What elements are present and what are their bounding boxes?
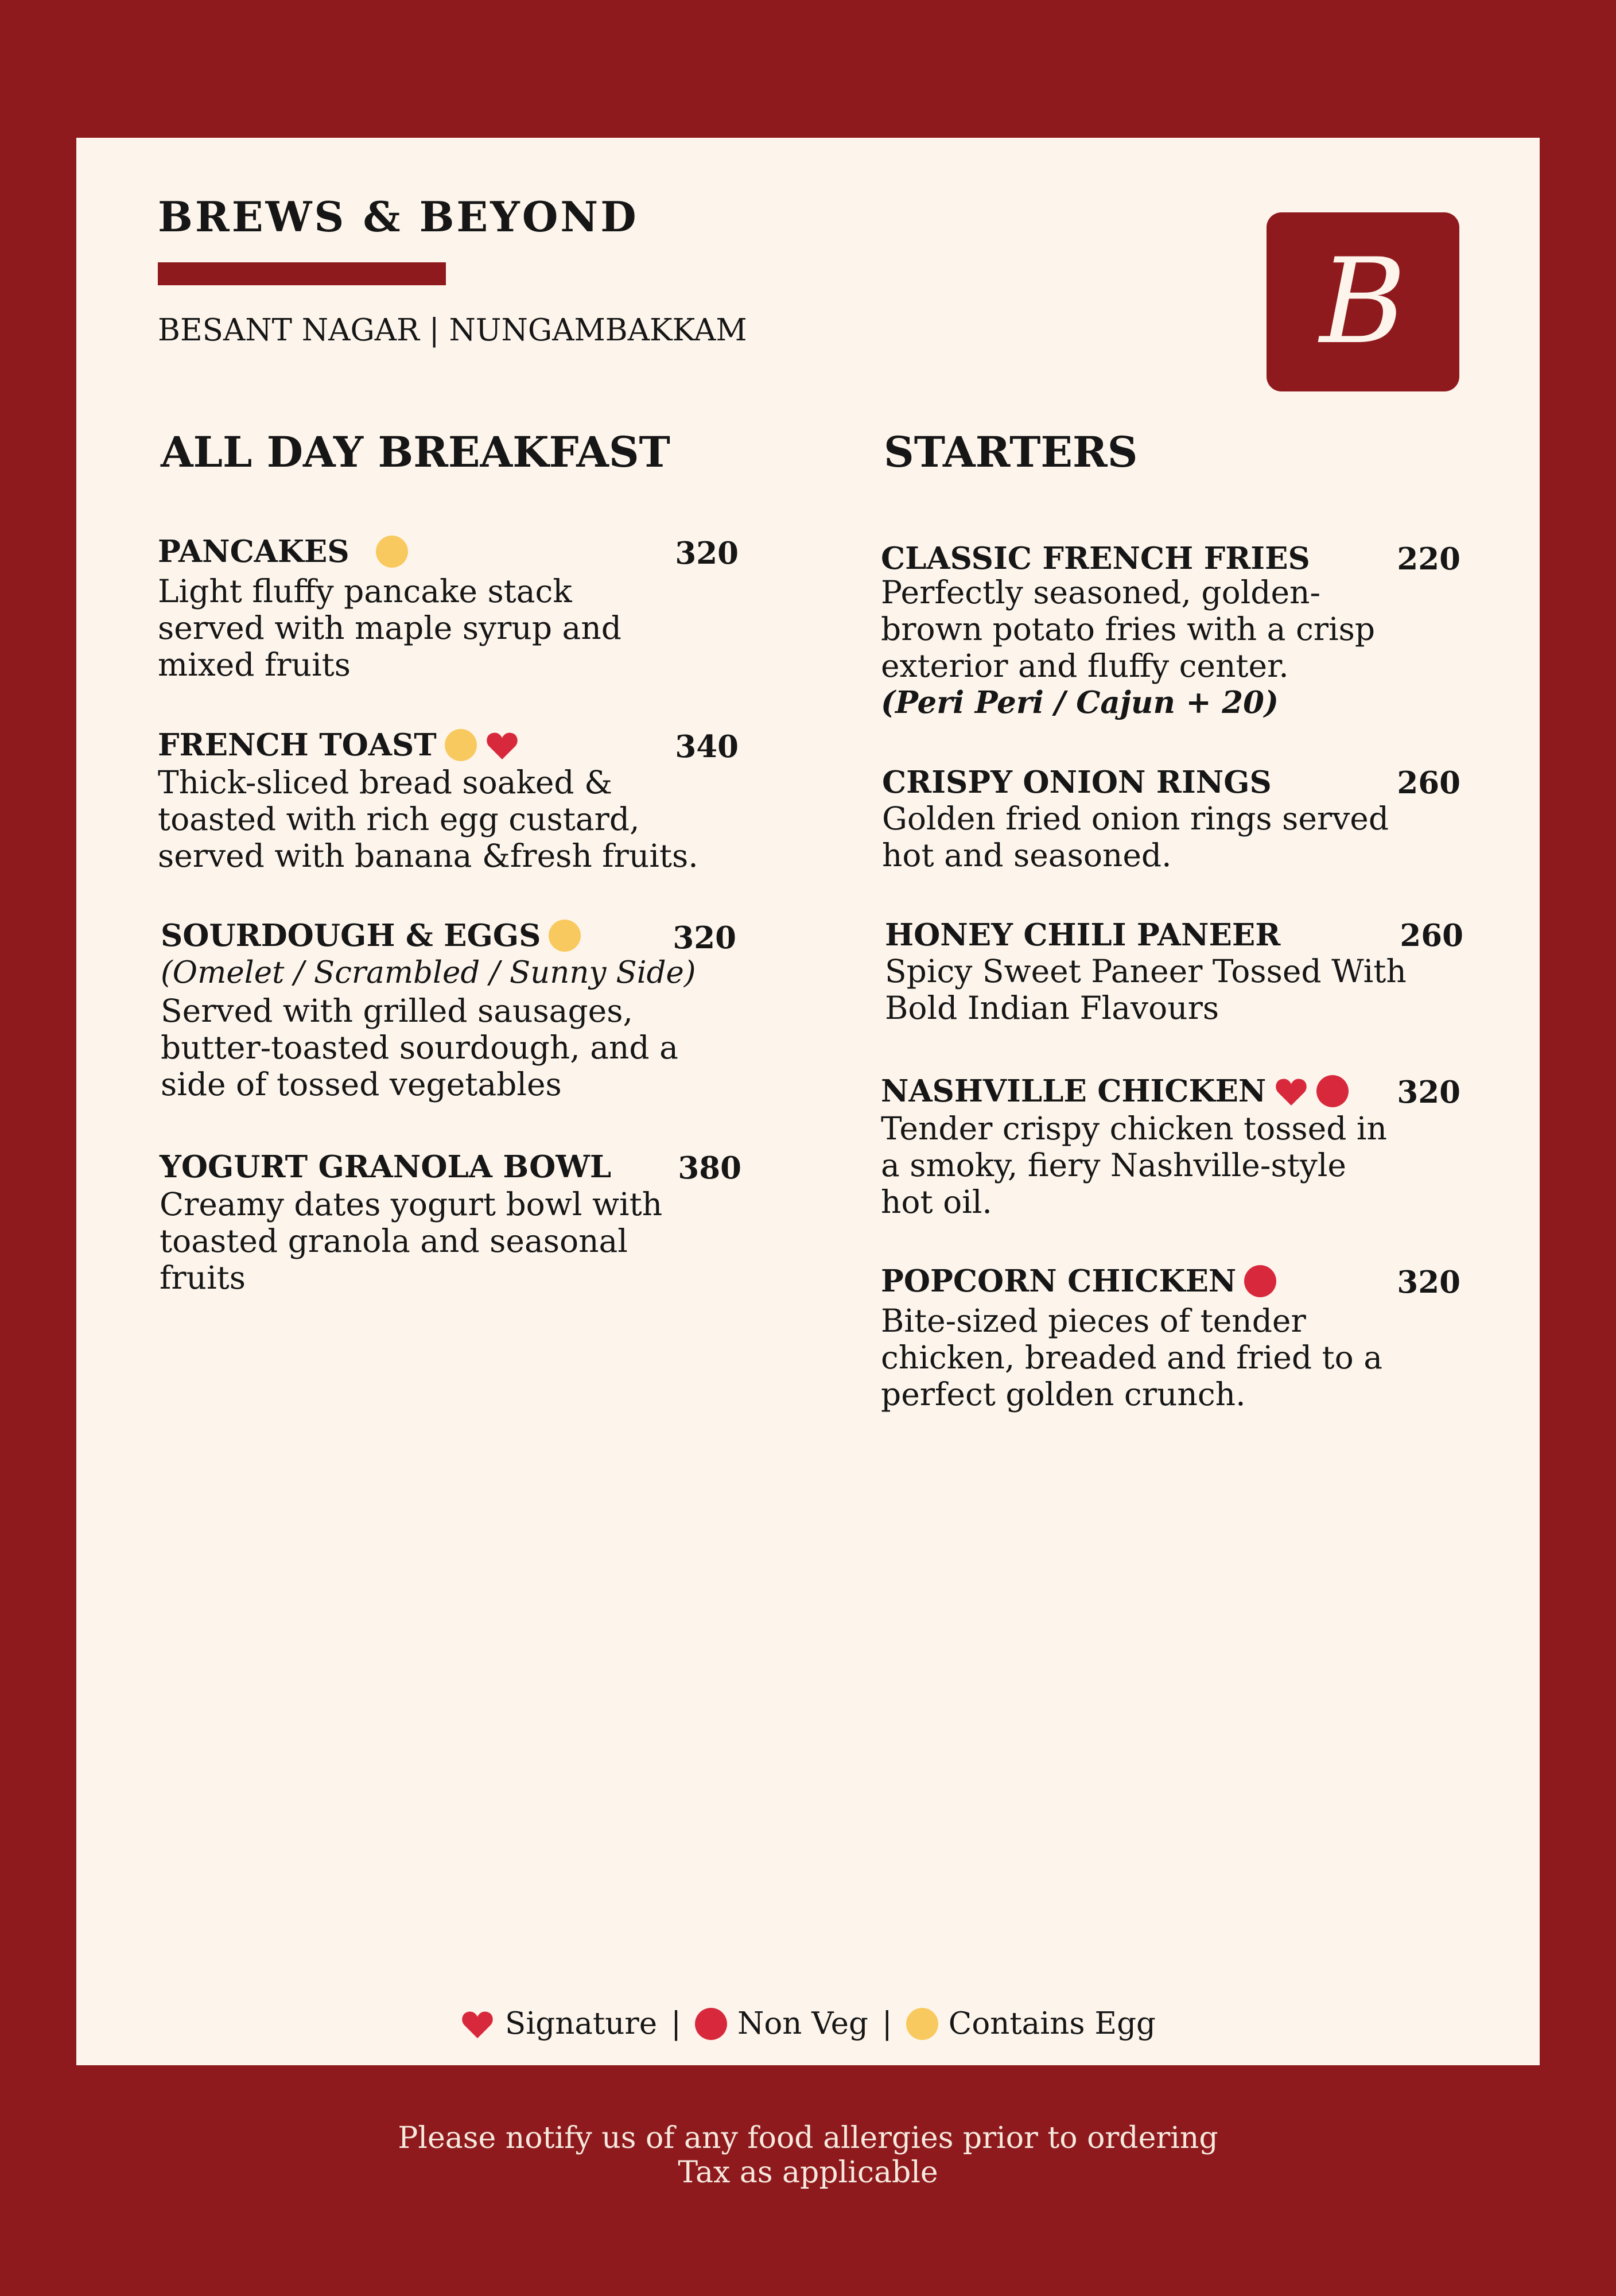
menu-item-honey-chili-paneer [885, 916, 1407, 1026]
item-desc-line: side of tossed vegetables [161, 1066, 562, 1103]
item-desc-line: exterior and fluffy center. [881, 647, 1289, 684]
item-price: 340 [675, 729, 739, 765]
legend-nonveg-label: Non Veg [737, 2006, 868, 2041]
item-price: 320 [675, 536, 739, 571]
item-price: 260 [1400, 918, 1463, 953]
legend-egg-label: Contains Egg [948, 2006, 1156, 2041]
menu-item-sourdough-eggs [161, 917, 696, 1103]
footer-notes [0, 2121, 1616, 2190]
egg-dot-icon [906, 2008, 938, 2040]
item-desc-line: toasted granola and seasonal [160, 1223, 628, 1259]
brand-logo [1267, 212, 1459, 391]
menu-item-onion-rings [882, 763, 1389, 874]
item-desc-line: hot and seasoned. [882, 837, 1172, 874]
item-name: HONEY CHILI PANEER [885, 917, 1281, 953]
item-name: CRISPY ONION RINGS [882, 765, 1272, 800]
item-price: 380 [678, 1150, 741, 1186]
legend-separator: | [881, 2006, 892, 2041]
title-underline-bar [158, 262, 446, 285]
item-desc-line: hot oil. [881, 1184, 992, 1220]
item-desc-line: mixed fruits [158, 646, 351, 683]
item-desc-line: brown potato fries with a crisp [881, 611, 1376, 647]
menu-item-nashville-chicken [881, 1072, 1387, 1220]
item-desc-line: Bold Indian Flavours [885, 990, 1219, 1026]
egg-dot-icon [445, 729, 477, 761]
item-desc-line: Perfectly seasoned, golden- [881, 574, 1321, 611]
item-desc-line: perfect golden crunch. [881, 1376, 1246, 1413]
allergy-note: Please notify us of any food allergies prior to ordering [398, 2121, 1218, 2155]
item-name: CLASSIC FRENCH FRIES [881, 541, 1310, 576]
item-name: FRENCH TOAST [158, 727, 437, 763]
section-title-starters: STARTERS [884, 428, 1138, 477]
legend-separator: | [671, 2006, 681, 2041]
item-desc-line: Thick-sliced bread soaked & [158, 764, 613, 801]
item-desc-line: fruits [160, 1259, 246, 1296]
section-title-breakfast: ALL DAY BREAKFAST [161, 428, 670, 477]
menu-item-yogurt-granola [160, 1148, 662, 1296]
signature-heart-icon [485, 729, 519, 761]
legend-signature-label: Signature [505, 2006, 658, 2041]
menu-item-pancakes [158, 533, 621, 683]
menu-item-french-toast [158, 726, 698, 874]
item-options: (Peri Peri / Cajun + 20) [881, 685, 1279, 720]
brand-locations: BESANT NAGAR | NUNGAMBAKKAM [158, 313, 747, 348]
item-desc-line: toasted with rich egg custard, [158, 801, 640, 837]
item-desc-line: Golden fried onion rings served [882, 800, 1389, 837]
signature-heart-icon [1274, 1075, 1308, 1107]
item-price: 320 [1397, 1265, 1460, 1300]
item-desc-line: Served with grilled sausages, [161, 992, 633, 1029]
item-desc-line: served with maple syrup and [158, 610, 621, 646]
item-name: PANCAKES [158, 534, 349, 569]
item-desc-line: butter-toasted sourdough, and a [161, 1029, 678, 1066]
item-name: SOURDOUGH & EGGS [161, 918, 541, 953]
item-desc-line: Light fluffy pancake stack [158, 573, 572, 610]
brand-title: BREWS & BEYOND [158, 192, 639, 241]
item-name: NASHVILLE CHICKEN [881, 1073, 1267, 1109]
item-desc-line: Spicy Sweet Paneer Tossed With [885, 953, 1407, 990]
item-price: 220 [1397, 541, 1460, 577]
item-price: 320 [673, 920, 736, 956]
egg-dot-icon [549, 920, 581, 952]
nonveg-dot-icon [695, 2008, 727, 2040]
egg-dot-icon [376, 536, 408, 568]
item-options: (Omelet / Scrambled / Sunny Side) [161, 955, 696, 990]
item-price: 260 [1397, 765, 1460, 801]
tax-note: Tax as applicable [678, 2155, 938, 2190]
item-desc-line: Creamy dates yogurt bowl with [160, 1186, 663, 1223]
item-desc-line: served with banana &fresh fruits. [158, 837, 698, 874]
item-name: YOGURT GRANOLA BOWL [160, 1149, 612, 1185]
signature-heart-icon [460, 2008, 495, 2040]
nonveg-dot-icon [1244, 1265, 1276, 1297]
nonveg-dot-icon [1316, 1075, 1349, 1107]
menu-item-popcorn-chicken [881, 1262, 1382, 1413]
item-price: 320 [1397, 1075, 1460, 1110]
item-desc-line: Bite-sized pieces of tender [881, 1302, 1306, 1339]
item-desc-line: Tender crispy chicken tossed in [881, 1110, 1387, 1147]
logo-letter: B [1319, 233, 1407, 370]
item-desc-line: chicken, breaded and fried to a [881, 1339, 1383, 1376]
item-desc-line: a smoky, fiery Nashville-style [881, 1147, 1346, 1184]
legend [0, 2006, 1616, 2041]
item-name: POPCORN CHICKEN [881, 1263, 1237, 1299]
menu-item-french-fries [881, 540, 1375, 721]
